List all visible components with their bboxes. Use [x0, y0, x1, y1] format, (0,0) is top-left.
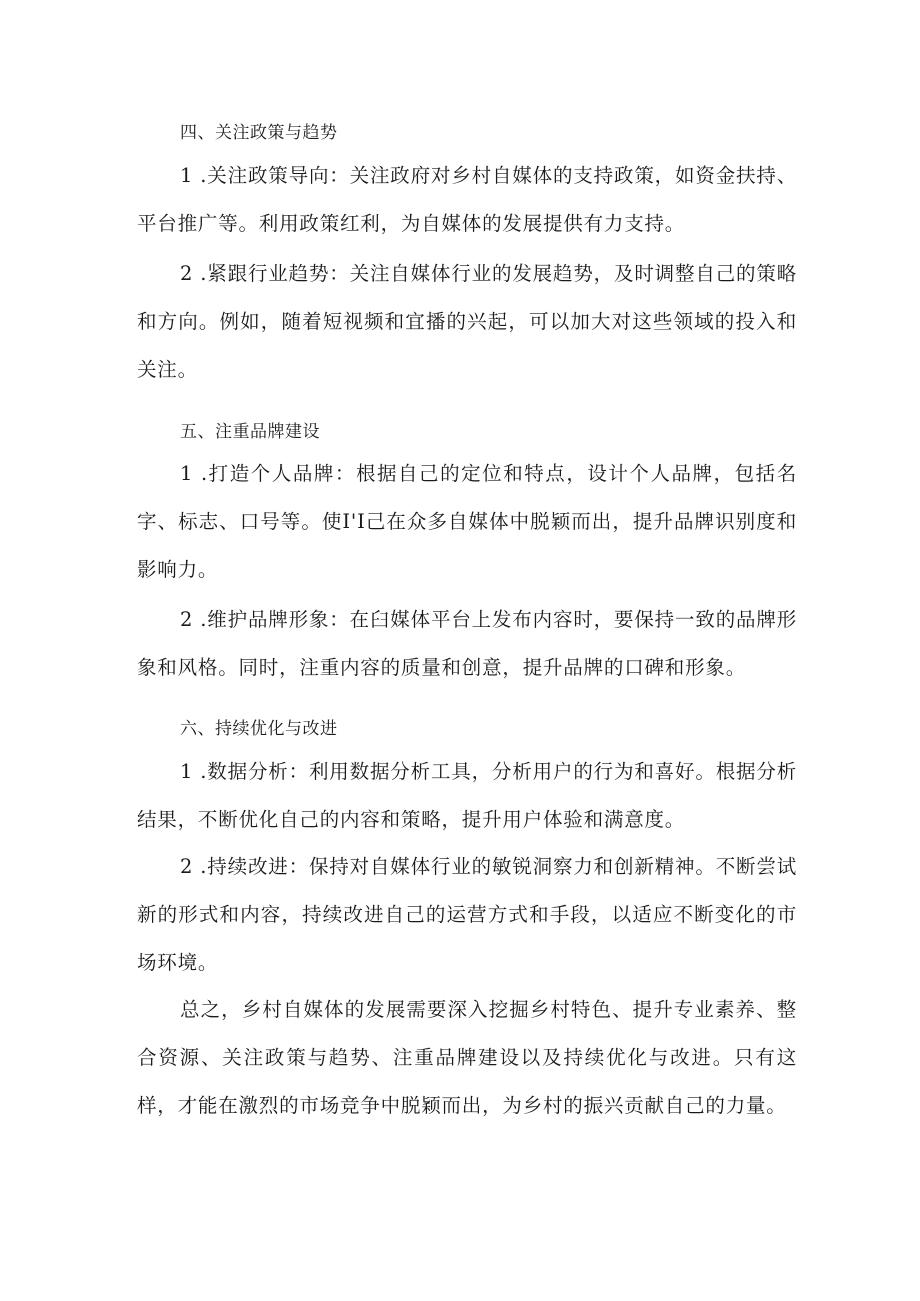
paragraph-industry-trends: 2 .紧跟行业趋势：关注自媒体行业的发展趋势，及时调整自己的策略和方向。例如，随着短视频和宜播的兴起，可以加大对这些领域的投入和关注。 — [137, 262, 797, 381]
section-heading-policy-trends: 四、关注政策与趋势 — [180, 123, 338, 143]
paragraph-continuous-improvement: 2 .持续改进：保持对自媒体行业的敏锐洞察力和创新精神。不断尝试新的形式和内容，持续改进自己的运营方式和手段，以适应不断变化的市场环境。 — [137, 855, 797, 974]
paragraph-policy-guidance: 1 .关注政策导向：关注政府对乡村自媒体的支持政策，如资金扶持、平台推广等。利用政策红利，为自媒体的发展提供有力支持。 — [137, 164, 797, 235]
paragraph-conclusion: 总之，乡村自媒体的发展需要深入挖掘乡村特色、提升专业素养、整合资源、关注政策与趋势、注重品牌建设以及持续优化与改进。只有这样，才能在激烈的市场竞争中脱颖而出，为乡村的振兴贡献自己的力量。 — [137, 998, 797, 1117]
section-heading-continuous-improvement: 六、持续优化与改进 — [180, 719, 338, 739]
section-heading-brand-building: 五、注重品牌建设 — [180, 422, 320, 442]
paragraph-brand-image: 2 .维护品牌形象：在臼媒体平台上发布内容时，要保持一致的品牌形象和风格。同时，注重内容的质量和创意，提升品牌的口碑和形象。 — [137, 608, 797, 679]
paragraph-personal-brand: 1 .打造个人品牌：根据自己的定位和特点，设计个人品牌，包括名字、标志、口号等。使I'I己在众多自媒体中脱颖而出，提升品牌识别度和影响力。 — [137, 462, 797, 581]
paragraph-data-analysis: 1 .数据分析：利用数据分析工具，分析用户的行为和喜好。根据分析结果，不断优化自己的内容和策略，提升用户体验和满意度。 — [137, 760, 797, 831]
